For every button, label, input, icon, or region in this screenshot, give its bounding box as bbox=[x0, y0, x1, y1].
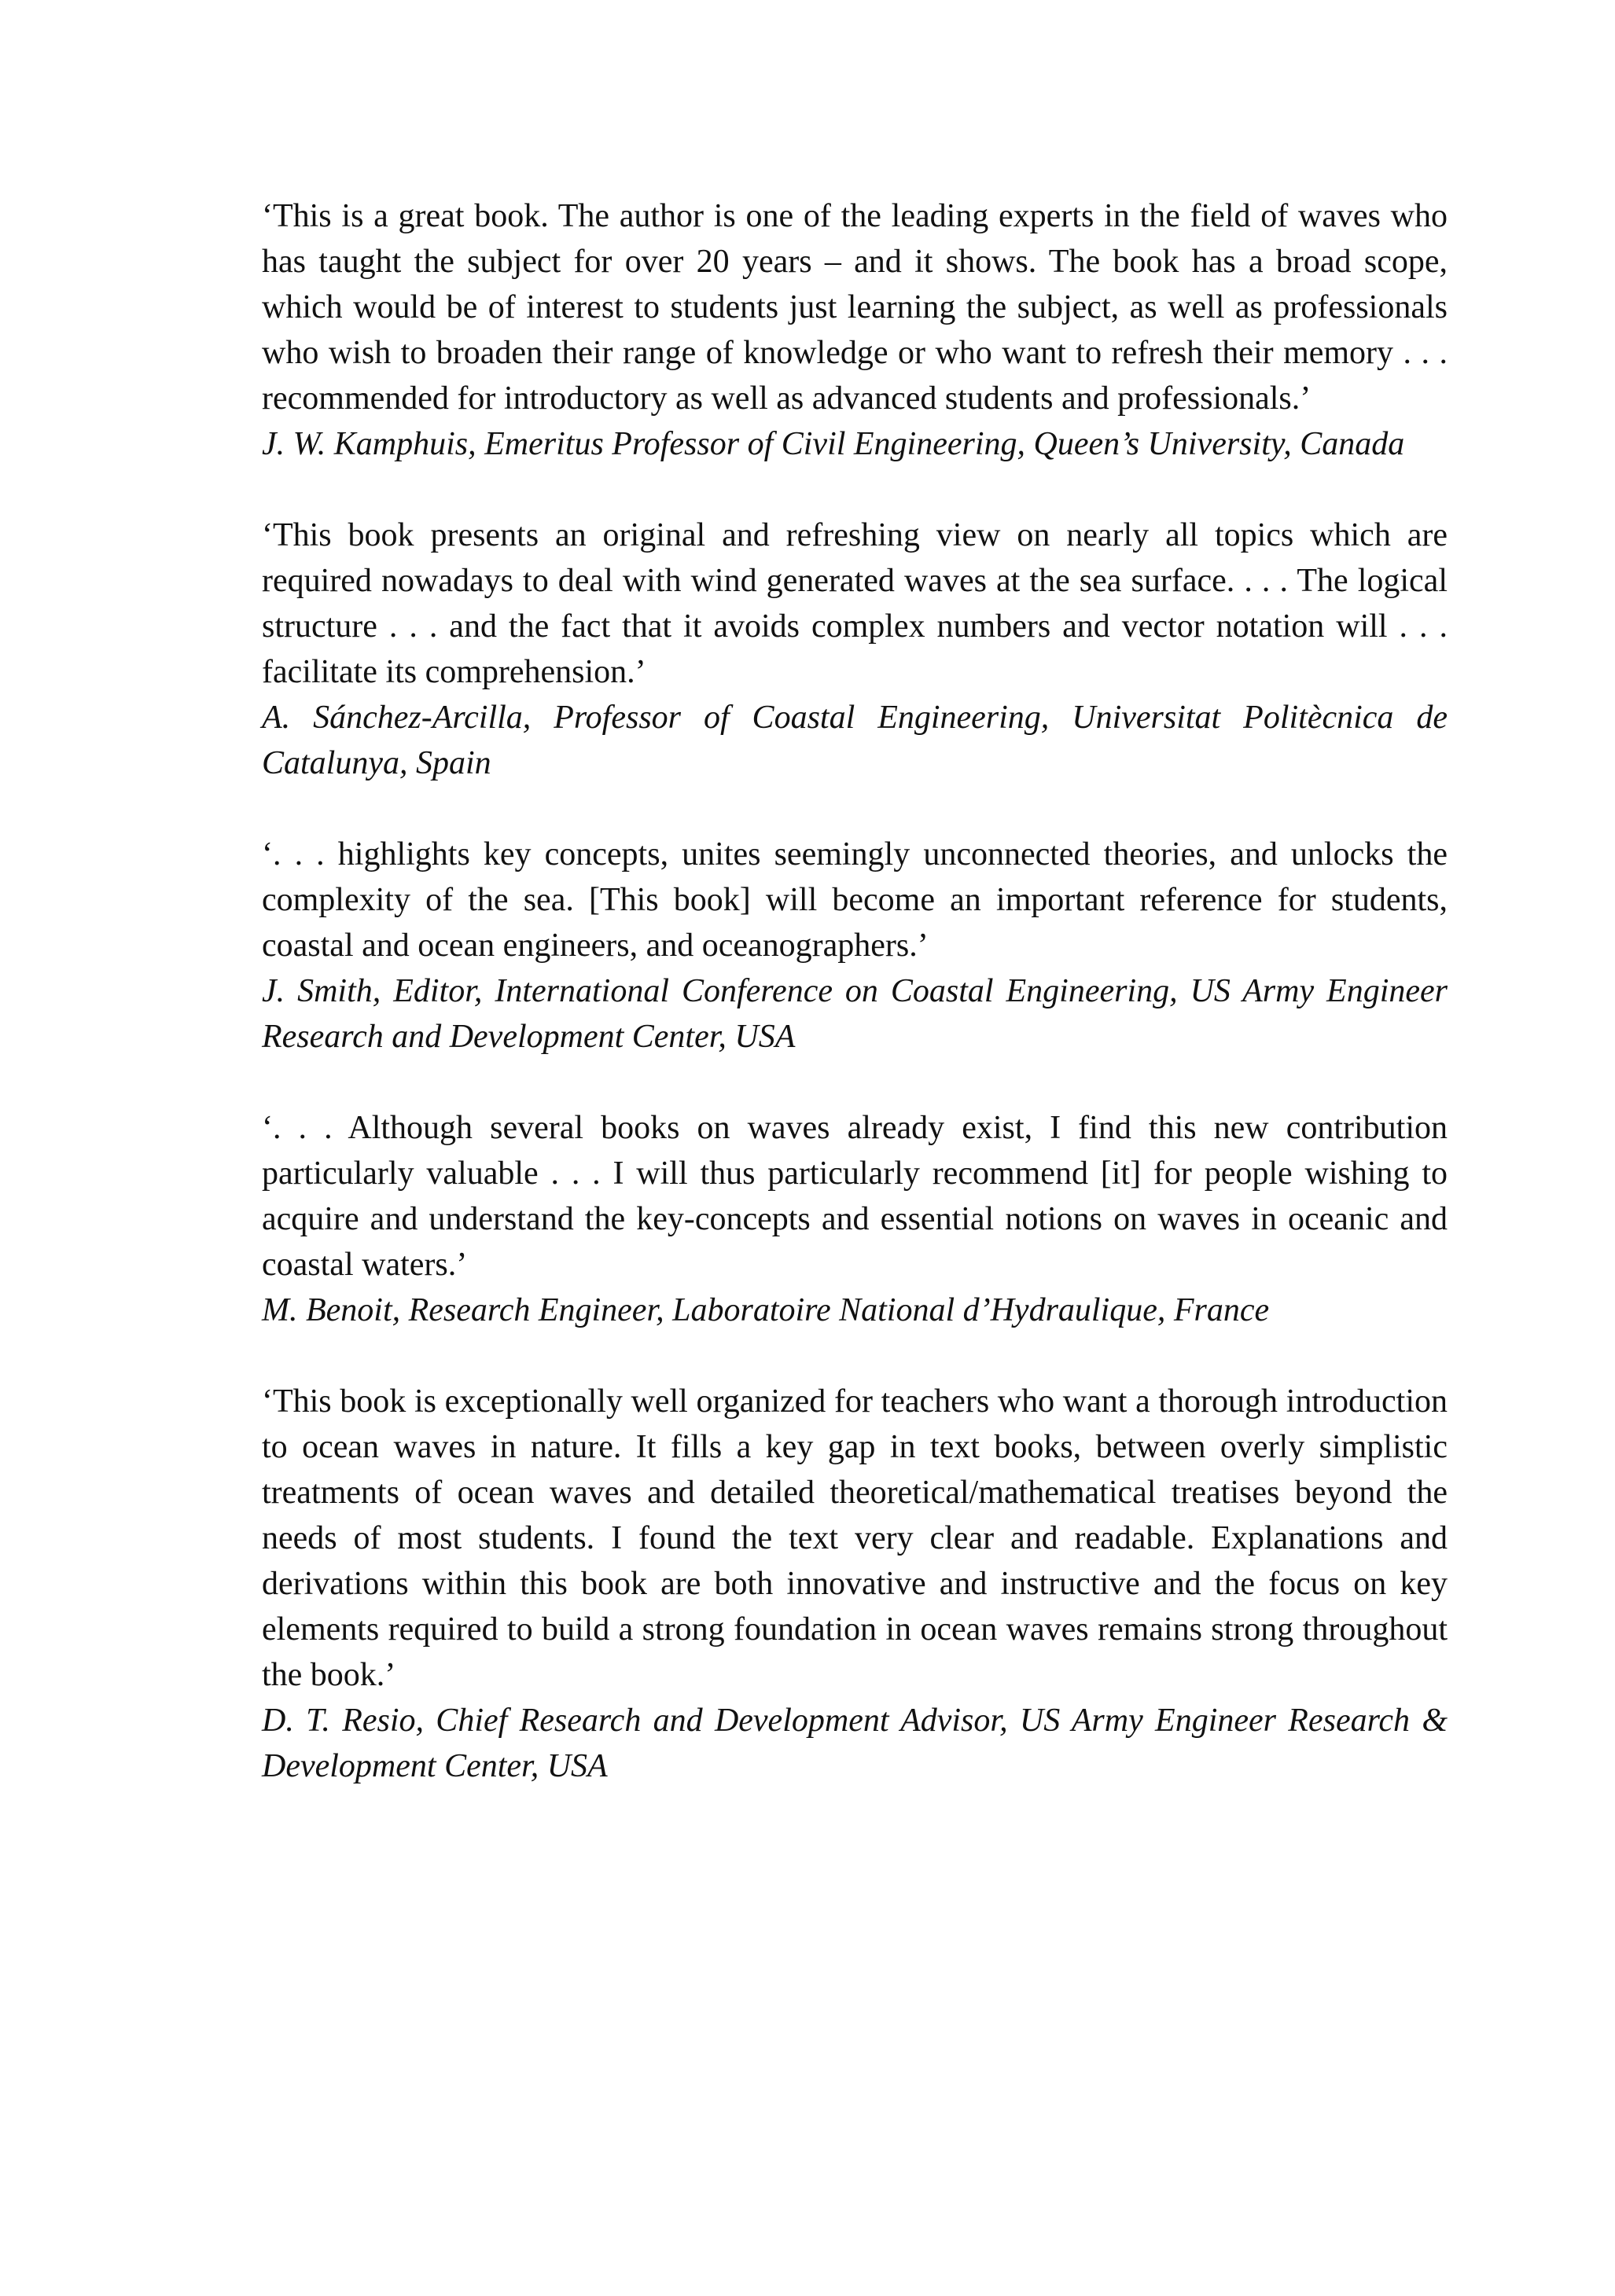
endorsements-list bbox=[262, 193, 1448, 1835]
endorsement-kamphuis bbox=[262, 193, 1448, 467]
endorsement-attribution: J. Smith, Editor, International Conference on Coastal Engineering, US Army Engineer Research and Development Center, USA bbox=[262, 973, 1448, 1055]
endorsement-attribution: D. T. Resio, Chief Research and Development Advisor, US Army Engineer Research & Development Center, USA bbox=[262, 1703, 1448, 1784]
endorsement-smith bbox=[262, 832, 1448, 1060]
endorsement-quote: ‘This book presents an original and refreshing view on nearly all topics which are required nowadays to deal with wind generated waves at the sea surface. . . . The logical structure . . . and the fact that it avoids complex numbers and vector notation will . . . facilitate its comprehension.’ bbox=[262, 517, 1448, 690]
endorsement-attribution: A. Sánchez-Arcilla, Professor of Coastal Engineering, Universitat Politècnica de Catalunya, Spain bbox=[262, 700, 1448, 781]
endorsement-quote: ‘This is a great book. The author is one of the leading experts in the field of waves who has taught the subject for over 20 years – and it shows. The book has a broad scope, which would be of interest to students just learning the subject, as well as professionals who wish to broaden their range of knowledge or who want to refresh their memory . . . recommended for introductory as well as advanced students and professionals.’ bbox=[262, 198, 1448, 417]
endorsement-benoit bbox=[262, 1105, 1448, 1333]
endorsement-quote: ‘This book is exceptionally well organized for teachers who want a thorough introduction to ocean waves in nature. It fills a key gap in text books, between overly simplistic treatments of ocean waves and detailed theoretical/mathematical treatises beyond the needs of most students. I found the text very clear and readable. Explanations and derivations within this book are both innovative and instructive and the focus on key elements required to build a strong foundation in ocean waves remains strong throughout the book.’ bbox=[262, 1383, 1448, 1693]
endorsement-quote: ‘. . . Although several books on waves already exist, I find this new contribution particularly valuable . . . I will thus particularly recommend [it] for people wishing to acquire and understand the key-concepts and essential notions on waves in oceanic and coastal waters.’ bbox=[262, 1110, 1448, 1283]
endorsement-attribution: J. W. Kamphuis, Emeritus Professor of Civil Engineering, Queen’s University, Canada bbox=[262, 426, 1405, 462]
endorsement-attribution: M. Benoit, Research Engineer, Laboratoire National d’Hydraulique, France bbox=[262, 1292, 1270, 1328]
endorsement-resio bbox=[262, 1379, 1448, 1789]
endorsement-sanchez-arcilla bbox=[262, 512, 1448, 786]
endorsement-quote: ‘. . . highlights key concepts, unites seemingly unconnected theories, and unlocks the complexity of the sea. [This book] will become an important reference for students, coastal and ocean engineers, and oceanographers.’ bbox=[262, 836, 1448, 964]
